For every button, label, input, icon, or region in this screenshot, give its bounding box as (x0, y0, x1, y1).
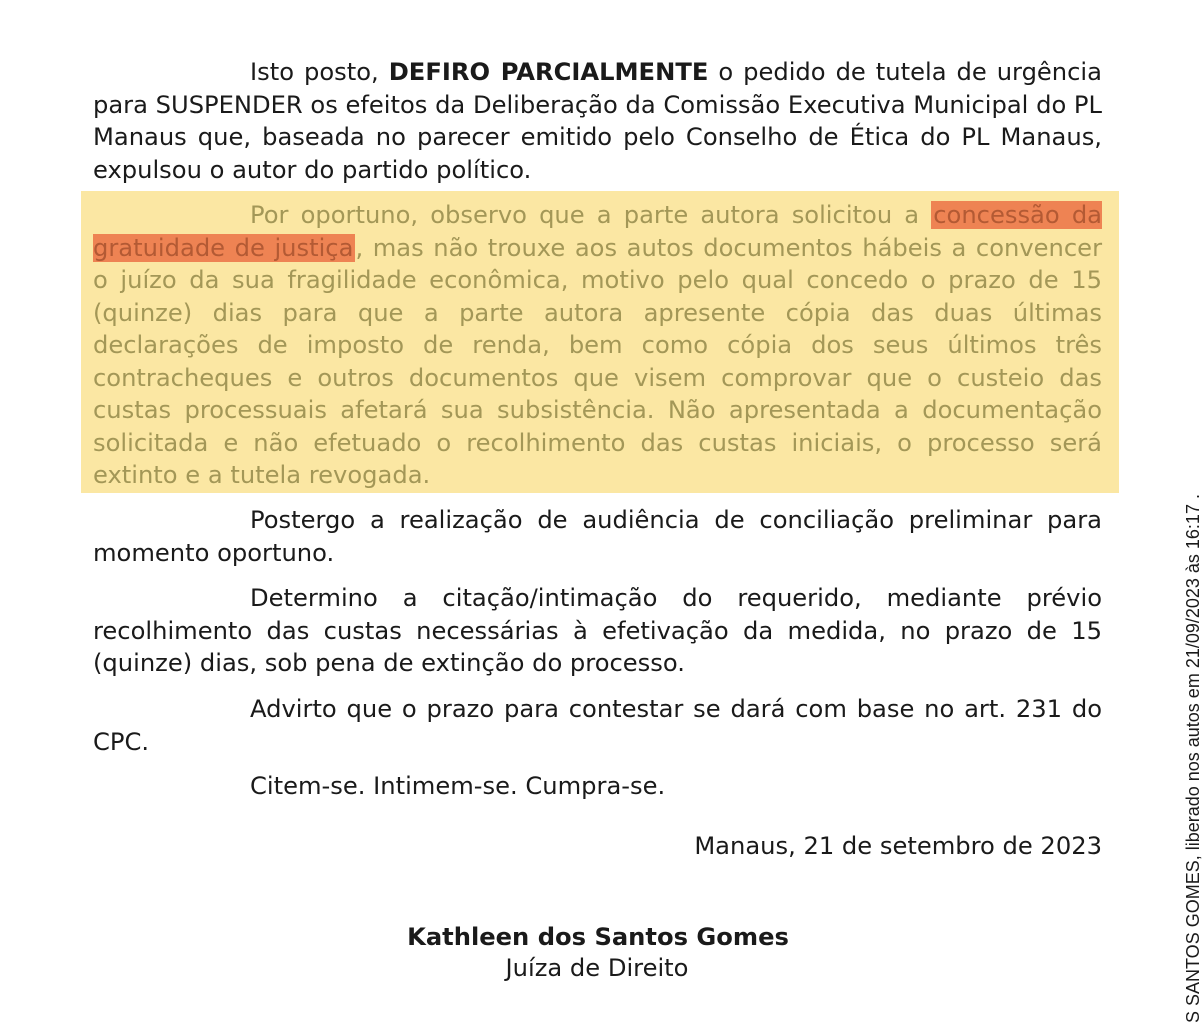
paragraph-audiencia: Postergo a realização de audiência de conciliação preliminar para momento oportuno. (93, 506, 1102, 567)
side-release-note: S SANTOS GOMES, liberado nos autos em 21/09/2023 às 16:17 . (1183, 494, 1203, 1023)
paragraph-decision-intro: Isto posto, (250, 58, 389, 86)
paragraph-gratuidade-rest: , mas não trouxe aos autos documentos hábeis a convencer o juízo da sua fragilidade econômica, motivo pelo qual concedo o prazo de 15 (quinze) dias para que a parte autora apresente cópia das duas últimas declarações de imposto de renda, bem como cópia dos seus últimos três contracheques e outros documentos que visem comprovar que o custeio das custas processuais afetará sua subsistência. Não apresentada a documentação solicitada e não efetuado o recolhimento das custas iniciais, o processo será extinto e a tutela revogada. (93, 233, 1103, 489)
decision-keyword: DEFIRO PARCIALMENTE (388, 58, 709, 86)
paragraph-gratuidade-start: Por oportuno, observo que a parte autora solicitou a (250, 201, 932, 229)
paragraph-decision-text: o pedido de tutela de urgência para SUSPENDER os efeitos da Deliberação da Comissão Executiva Municipal do PL Manaus que, baseada no parecer emitido pelo Conselho de Ética do PL Manaus, expulsou o autor do partido político. (93, 58, 1102, 184)
orange-highlight-text: concessão da gratuidade de justiça (93, 201, 1102, 262)
date-line: Manaus, 21 de setembro de 2023 (694, 832, 1102, 860)
paragraph-cumpra: Citem-se. Intimem-se. Cumpra-se. (250, 772, 666, 800)
signature-title: Juíza de Direito (505, 954, 689, 982)
paragraph-citacao: Determino a citação/intimação do requerido, mediante prévio recolhimento das custas necessárias à efetivação da medida, no prazo de 15 (quinze) dias, sob pena de extinção do processo. (93, 584, 1102, 677)
paragraph-gratuidade (93, 199, 1102, 492)
paragraph-prazo: Advirto que o prazo para contestar se dará com base no art. 231 do CPC. (93, 695, 1102, 756)
signature-name: Kathleen dos Santos Gomes (407, 923, 789, 951)
paragraph-decision (93, 56, 1102, 186)
